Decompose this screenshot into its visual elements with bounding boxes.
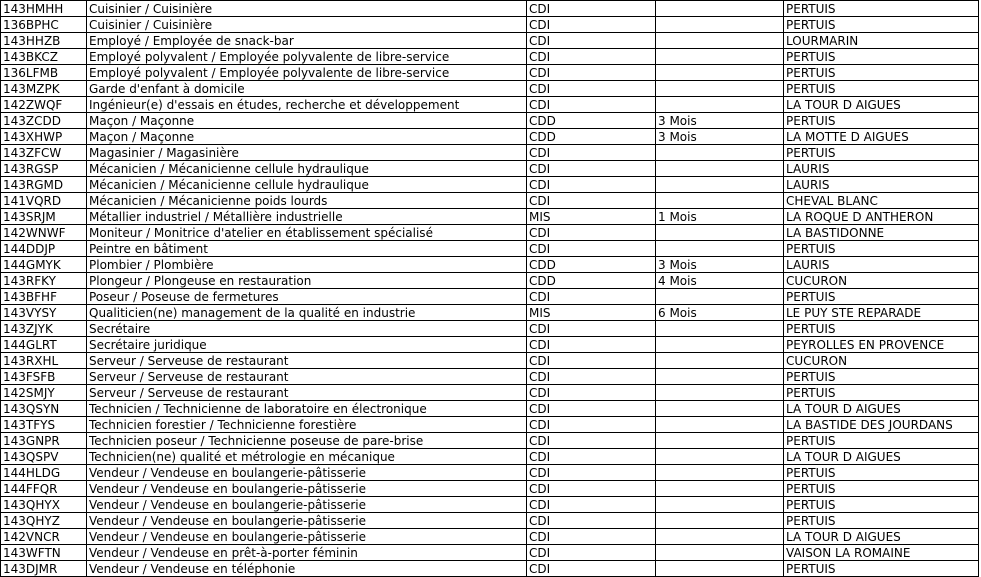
contract-type: CDI [527, 433, 656, 449]
contract-type: CDI [527, 321, 656, 337]
offer-reference: 143QSYN [1, 401, 87, 417]
job-title: Cuisinier / Cuisinière [87, 17, 527, 33]
contract-type: CDI [527, 385, 656, 401]
offer-reference: 142WNWF [1, 225, 87, 241]
contract-type: CDI [527, 529, 656, 545]
contract-type: CDI [527, 417, 656, 433]
contract-duration [656, 97, 784, 113]
offer-reference: 143GNPR [1, 433, 87, 449]
table-row [1, 33, 979, 49]
job-title: Cuisinier / Cuisinière [87, 1, 527, 17]
job-title: Plongeur / Plongeuse en restauration [87, 273, 527, 289]
job-title: Employé polyvalent / Employée polyvalente de libre-service [87, 65, 527, 81]
job-title: Magasinier / Magasinière [87, 145, 527, 161]
offer-reference: 143HHZB [1, 33, 87, 49]
job-title: Poseur / Poseuse de fermetures [87, 289, 527, 305]
job-title: Technicien forestier / Technicienne forestière [87, 417, 527, 433]
offer-reference: 136LFMB [1, 65, 87, 81]
job-title: Plombier / Plombière [87, 257, 527, 273]
offer-reference: 144DDJP [1, 241, 87, 257]
table-row [1, 369, 979, 385]
job-title: Métallier industriel / Métallière industrielle [87, 209, 527, 225]
job-title: Secrétaire juridique [87, 337, 527, 353]
contract-duration [656, 449, 784, 465]
contract-duration [656, 369, 784, 385]
table-row [1, 321, 979, 337]
contract-type: CDD [527, 257, 656, 273]
contract-type: CDD [527, 129, 656, 145]
offer-reference: 143XHWP [1, 129, 87, 145]
job-location: LA ROQUE D ANTHERON [784, 209, 979, 225]
job-title: Moniteur / Monitrice d'atelier en établissement spécialisé [87, 225, 527, 241]
job-location: LA BASTIDE DES JOURDANS [784, 417, 979, 433]
contract-type: CDI [527, 449, 656, 465]
table-row [1, 177, 979, 193]
table-row [1, 129, 979, 145]
offer-reference: 143FSFB [1, 369, 87, 385]
contract-duration [656, 465, 784, 481]
contract-type: CDI [527, 465, 656, 481]
job-location: LA TOUR D AIGUES [784, 449, 979, 465]
contract-type: MIS [527, 209, 656, 225]
offer-reference: 144GLRT [1, 337, 87, 353]
contract-duration: 3 Mois [656, 113, 784, 129]
table-row [1, 1, 979, 17]
job-location: PERTUIS [784, 81, 979, 97]
contract-duration [656, 65, 784, 81]
table-row [1, 161, 979, 177]
job-title: Technicien / Technicienne de laboratoire en électronique [87, 401, 527, 417]
contract-type: CDI [527, 225, 656, 241]
job-title: Secrétaire [87, 321, 527, 337]
table-row [1, 433, 979, 449]
table-row [1, 529, 979, 545]
contract-duration [656, 545, 784, 561]
job-title: Maçon / Maçonne [87, 113, 527, 129]
contract-type: CDI [527, 401, 656, 417]
contract-duration [656, 529, 784, 545]
job-location: PERTUIS [784, 289, 979, 305]
table-row [1, 465, 979, 481]
table-row [1, 113, 979, 129]
contract-duration [656, 81, 784, 97]
contract-type: CDI [527, 513, 656, 529]
contract-type: CDI [527, 561, 656, 577]
table-row [1, 385, 979, 401]
offer-reference: 143ZJYK [1, 321, 87, 337]
offer-reference: 143RXHL [1, 353, 87, 369]
job-offers-body [1, 1, 979, 577]
offer-reference: 143TFYS [1, 417, 87, 433]
offer-reference: 143QSPV [1, 449, 87, 465]
job-location: PERTUIS [784, 113, 979, 129]
job-title: Vendeur / Vendeuse en boulangerie-pâtisserie [87, 481, 527, 497]
offer-reference: 143ZCDD [1, 113, 87, 129]
job-title: Employé polyvalent / Employée polyvalente de libre-service [87, 49, 527, 65]
offer-reference: 143QHYX [1, 497, 87, 513]
job-location: PERTUIS [784, 369, 979, 385]
contract-type: CDI [527, 65, 656, 81]
job-location: PERTUIS [784, 49, 979, 65]
table-row [1, 257, 979, 273]
job-title: Vendeur / Vendeuse en boulangerie-pâtisserie [87, 529, 527, 545]
table-row [1, 225, 979, 241]
table-row [1, 241, 979, 257]
offer-reference: 143BFHF [1, 289, 87, 305]
contract-type: CDD [527, 113, 656, 129]
contract-duration [656, 401, 784, 417]
contract-duration [656, 417, 784, 433]
contract-type: CDI [527, 481, 656, 497]
contract-type: CDI [527, 545, 656, 561]
job-location: PERTUIS [784, 241, 979, 257]
table-row [1, 209, 979, 225]
job-location: LA TOUR D AIGUES [784, 97, 979, 113]
table-row [1, 81, 979, 97]
job-location: LA MOTTE D AIGUES [784, 129, 979, 145]
contract-duration [656, 17, 784, 33]
offer-reference: 143ZFCW [1, 145, 87, 161]
contract-duration [656, 513, 784, 529]
offer-reference: 143HMHH [1, 1, 87, 17]
job-location: PERTUIS [784, 1, 979, 17]
contract-type: CDI [527, 177, 656, 193]
contract-duration [656, 289, 784, 305]
table-row [1, 513, 979, 529]
job-location: LA TOUR D AIGUES [784, 529, 979, 545]
contract-duration [656, 433, 784, 449]
contract-duration [656, 177, 784, 193]
table-row [1, 449, 979, 465]
contract-duration [656, 385, 784, 401]
contract-duration [656, 145, 784, 161]
job-title: Technicien(ne) qualité et métrologie en mécanique [87, 449, 527, 465]
offer-reference: 143QHYZ [1, 513, 87, 529]
job-location: LAURIS [784, 177, 979, 193]
job-location: PERTUIS [784, 321, 979, 337]
job-location: VAISON LA ROMAINE [784, 545, 979, 561]
table-row [1, 193, 979, 209]
table-row [1, 561, 979, 577]
job-location: LAURIS [784, 257, 979, 273]
contract-duration: 1 Mois [656, 209, 784, 225]
offer-reference: 143RGSP [1, 161, 87, 177]
offer-reference: 144FFQR [1, 481, 87, 497]
offer-reference: 144HLDG [1, 465, 87, 481]
job-location: PERTUIS [784, 497, 979, 513]
job-title: Serveur / Serveuse de restaurant [87, 385, 527, 401]
job-location: LE PUY STE REPARADE [784, 305, 979, 321]
table-row [1, 17, 979, 33]
table-row [1, 481, 979, 497]
table-row [1, 65, 979, 81]
job-title: Qualiticien(ne) management de la qualité en industrie [87, 305, 527, 321]
job-title: Peintre en bâtiment [87, 241, 527, 257]
table-row [1, 49, 979, 65]
offer-reference: 143DJMR [1, 561, 87, 577]
table-row [1, 305, 979, 321]
table-row [1, 273, 979, 289]
contract-type: CDI [527, 369, 656, 385]
job-location: LAURIS [784, 161, 979, 177]
offer-reference: 143BKCZ [1, 49, 87, 65]
table-row [1, 497, 979, 513]
job-location: PERTUIS [784, 513, 979, 529]
contract-duration [656, 33, 784, 49]
offer-reference: 143RGMD [1, 177, 87, 193]
job-location: PERTUIS [784, 481, 979, 497]
contract-type: CDI [527, 337, 656, 353]
table-row [1, 289, 979, 305]
job-title: Serveur / Serveuse de restaurant [87, 353, 527, 369]
contract-duration: 4 Mois [656, 273, 784, 289]
contract-duration [656, 49, 784, 65]
offer-reference: 142VNCR [1, 529, 87, 545]
job-location: CHEVAL BLANC [784, 193, 979, 209]
job-title: Vendeur / Vendeuse en boulangerie-pâtisserie [87, 465, 527, 481]
contract-type: CDI [527, 17, 656, 33]
job-location: CUCURON [784, 353, 979, 369]
table-row [1, 145, 979, 161]
job-title: Ingénieur(e) d'essais en études, recherche et développement [87, 97, 527, 113]
contract-duration [656, 353, 784, 369]
offer-reference: 142ZWQF [1, 97, 87, 113]
table-row [1, 545, 979, 561]
job-title: Employé / Employée de snack-bar [87, 33, 527, 49]
table-row [1, 337, 979, 353]
offer-reference: 136BPHC [1, 17, 87, 33]
offer-reference: 143WFTN [1, 545, 87, 561]
job-location: PERTUIS [784, 385, 979, 401]
job-title: Mécanicien / Mécanicienne cellule hydraulique [87, 161, 527, 177]
job-title: Maçon / Maçonne [87, 129, 527, 145]
table-row [1, 97, 979, 113]
contract-type: CDI [527, 81, 656, 97]
contract-type: CDI [527, 1, 656, 17]
contract-duration [656, 481, 784, 497]
contract-type: CDI [527, 353, 656, 369]
table-row [1, 417, 979, 433]
offer-reference: 142SMJY [1, 385, 87, 401]
contract-type: CDI [527, 161, 656, 177]
contract-type: CDI [527, 33, 656, 49]
job-title: Vendeur / Vendeuse en boulangerie-pâtisserie [87, 497, 527, 513]
contract-type: CDI [527, 497, 656, 513]
job-title: Vendeur / Vendeuse en prêt-à-porter féminin [87, 545, 527, 561]
offer-reference: 143SRJM [1, 209, 87, 225]
job-title: Mécanicien / Mécanicienne poids lourds [87, 193, 527, 209]
table-row [1, 401, 979, 417]
contract-type: CDI [527, 97, 656, 113]
offer-reference: 144GMYK [1, 257, 87, 273]
contract-duration: 3 Mois [656, 257, 784, 273]
offer-reference: 143RFKY [1, 273, 87, 289]
contract-duration: 3 Mois [656, 129, 784, 145]
contract-duration: 6 Mois [656, 305, 784, 321]
job-location: PERTUIS [784, 433, 979, 449]
job-title: Vendeur / Vendeuse en téléphonie [87, 561, 527, 577]
contract-type: CDD [527, 273, 656, 289]
contract-type: CDI [527, 145, 656, 161]
job-location: LOURMARIN [784, 33, 979, 49]
job-location: PERTUIS [784, 65, 979, 81]
contract-type: CDI [527, 241, 656, 257]
job-location: PERTUIS [784, 465, 979, 481]
contract-type: CDI [527, 289, 656, 305]
contract-type: CDI [527, 193, 656, 209]
contract-duration [656, 193, 784, 209]
contract-duration [656, 1, 784, 17]
job-location: LA TOUR D AIGUES [784, 401, 979, 417]
contract-duration [656, 161, 784, 177]
table-row [1, 353, 979, 369]
offer-reference: 143VYSY [1, 305, 87, 321]
offer-reference: 141VQRD [1, 193, 87, 209]
job-title: Technicien poseur / Technicienne poseuse de pare-brise [87, 433, 527, 449]
contract-duration [656, 241, 784, 257]
offer-reference: 143MZPK [1, 81, 87, 97]
contract-type: MIS [527, 305, 656, 321]
job-title: Mécanicien / Mécanicienne cellule hydraulique [87, 177, 527, 193]
contract-duration [656, 321, 784, 337]
job-title: Vendeur / Vendeuse en boulangerie-pâtisserie [87, 513, 527, 529]
contract-type: CDI [527, 49, 656, 65]
job-location: CUCURON [784, 273, 979, 289]
contract-duration [656, 337, 784, 353]
job-location: PERTUIS [784, 145, 979, 161]
job-title: Garde d'enfant à domicile [87, 81, 527, 97]
job-location: PERTUIS [784, 561, 979, 577]
contract-duration [656, 497, 784, 513]
contract-duration [656, 561, 784, 577]
job-location: PERTUIS [784, 17, 979, 33]
job-location: LA BASTIDONNE [784, 225, 979, 241]
job-title: Serveur / Serveuse de restaurant [87, 369, 527, 385]
contract-duration [656, 225, 784, 241]
job-location: PEYROLLES EN PROVENCE [784, 337, 979, 353]
